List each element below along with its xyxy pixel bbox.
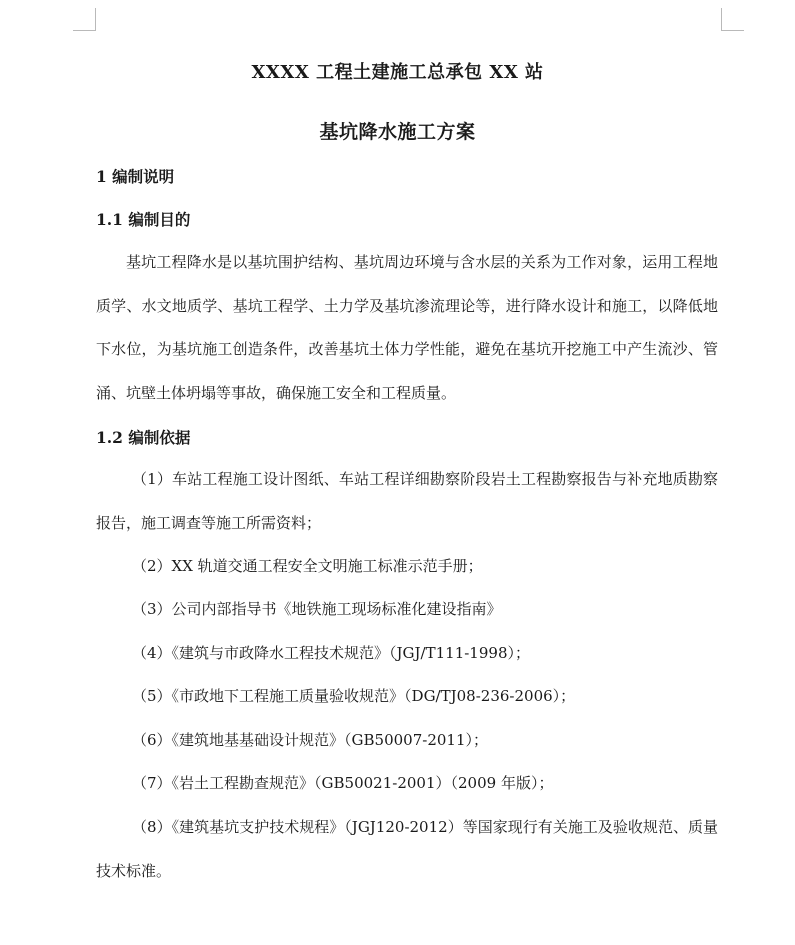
purpose-paragraph: 基坑工程降水是以基坑围护结构、基坑周边环境与含水层的关系为工作对象，运用工程地质学、水文地质学、基坑工程学、土力学及基坑渗流理论等，进行降水设计和施工，以降低地下水位，为基坑施工创造条件，改善基坑土体力学性能，避免在基坑开挖施工中产生流沙、管涌、坑壁土体坍塌等事故，确保施工安全和工程质量。 [96,253,718,402]
basis-list-item: （4）《建筑与市政降水工程技术规范》（JGJ/T111-1998）； [132,644,530,662]
subsection-heading-basis: 1.2 编制依据 [96,428,191,447]
basis-list-item: （8）《建筑基坑支护技术规程》（JGJ120-2012）等国家现行有关施工及验收规范、质量技术标准。 [96,818,718,880]
basis-list-item: （5）《市政地下工程施工质量验收规范》（DG/TJ08-236-2006）； [132,687,576,705]
page-corner-mark-top-right [721,8,744,31]
subsection-heading-purpose: 1.1 编制目的 [96,210,191,229]
page-corner-mark-top-left [73,8,96,31]
basis-list-item: （1）车站工程施工设计图纸、车站工程详细勘察阶段岩土工程勘察报告与补充地质勘察报告，施工调查等施工所需资料； [96,470,718,532]
basis-list-item: （2）XX 轨道交通工程安全文明施工标准示范手册； [132,557,483,575]
basis-list-item: （6）《建筑地基基础设计规范》（GB50007-2011）； [132,731,489,749]
basis-list-item: （3）公司内部指导书《地铁施工现场标准化建设指南》 [132,600,502,618]
document-title: XXXX 工程土建施工总承包 XX 站 [251,62,544,83]
basis-list-item: （7）《岩土工程勘查规范》（GB50021-2001）（2009 年版）； [132,774,554,792]
document-subtitle: 基坑降水施工方案 [319,121,476,143]
section-heading: 1 编制说明 [96,167,175,186]
